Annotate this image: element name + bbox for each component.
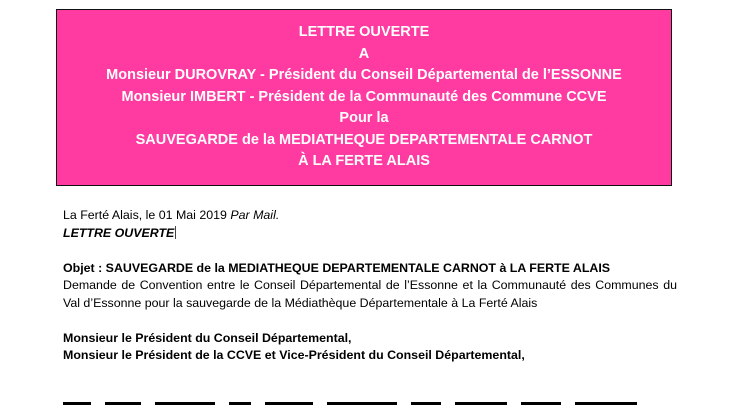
salutation-2: Monsieur le Président de la CCVE et Vice-Président du Conseil Départemental, xyxy=(63,348,525,362)
delivery-method: Par Mail. xyxy=(230,208,280,222)
text-cursor xyxy=(175,226,176,239)
banner-line-6: SAUVEGARDE de la MEDIATHEQUE DEPARTEMENTALE CARNOT xyxy=(135,131,593,148)
objet-body: Demande de Convention entre le Conseil Départemental de l’Essonne et la Communauté des Communes du Val d’Essonne pour la sauvegarde de la Médiathèque Départementale à La Ferté Alais xyxy=(63,278,677,310)
banner-line-3: Monsieur DUROVRAY - Président du Conseil Départemental de l’ESSONNE xyxy=(106,67,622,84)
banner-line-5: Pour la xyxy=(339,110,389,127)
objet-heading: Objet : SAUVEGARDE de la MEDIATHEQUE DEPARTEMENTALE CARNOT à LA FERTE ALAIS xyxy=(63,260,611,275)
letter-body[interactable] xyxy=(63,207,677,365)
banner-line-7: À LA FERTE ALAIS xyxy=(298,153,430,170)
cropped-text-line xyxy=(63,402,677,410)
title-banner xyxy=(56,9,672,186)
banner-line-4: Monsieur IMBERT - Président de la Communauté des Commune CCVE xyxy=(121,88,607,105)
date-line xyxy=(63,207,677,225)
spacer xyxy=(63,242,677,260)
date-text: La Ferté Alais, le 01 Mai 2019 xyxy=(63,208,231,222)
salutation-1: Monsieur le Président du Conseil Départemental, xyxy=(63,330,352,345)
spacer xyxy=(63,312,677,330)
letter-title-text: LETTRE OUVERTE xyxy=(63,225,175,240)
letter-title xyxy=(63,225,677,243)
banner-line-2: A xyxy=(358,45,370,62)
banner-line-1: LETTRE OUVERTE xyxy=(298,24,430,41)
